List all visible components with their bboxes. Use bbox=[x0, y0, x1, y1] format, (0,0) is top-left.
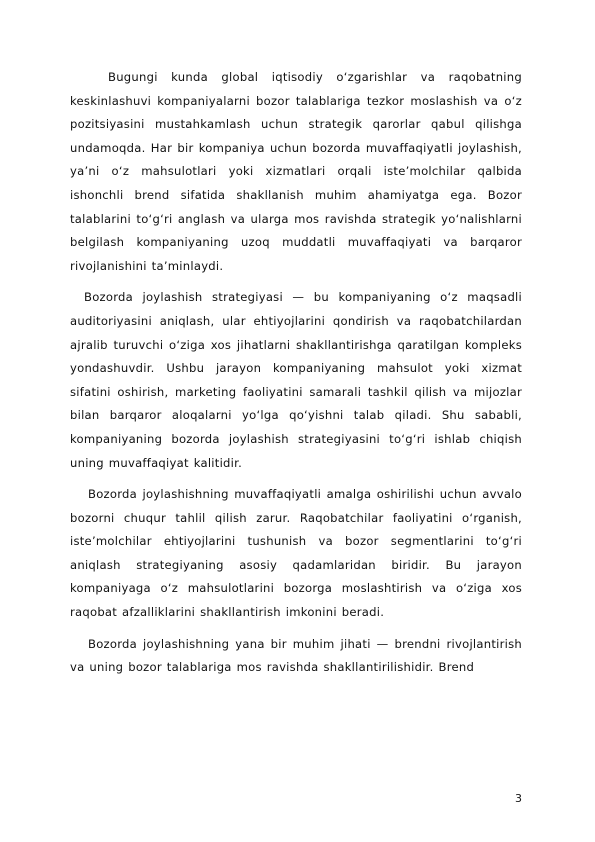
document-page bbox=[70, 66, 522, 680]
page-number: 3 bbox=[515, 792, 522, 805]
paragraph-strategy-definition: Bozorda joylashish strategiyasi — bu kompaniyaning o‘z maqsadli auditoriyasini aniqlash, ular ehtiyojlarini qondirish va raqobatchilardan ajralib turuvchi o‘ziga xos jihatlarni shakllantirishga qaratilgan kompleks yondashuvdir. Ushbu jarayon kompaniyaning mahsulot yoki xizmat sifatini oshirish, marketing faoliyatini samarali tashkil qilish va mijozlar bilan barqaror aloqalarni yo‘lga qo‘yishni talab qiladi. Shu sababli, kompaniyaning bozorda joylashish strategiyasini to‘g‘ri ishlab chiqish uning muvaffaqiyat kalitidir. bbox=[70, 290, 522, 470]
paragraph-brand-development: Bozorda joylashishning yana bir muhim jihati — brendni rivojlantirish va uning bozor talablariga mos ravishda shakllantirilishidir. Brend bbox=[70, 636, 522, 675]
paragraph-market-analysis: Bozorda joylashishning muvaffaqiyatli amalga oshirilishi uchun avvalo bozorni chuqur tahlil qilish zarur. Raqobatchilar faoliyatini o‘rganish, iste’molchilar ehtiyojlarini tushunish va bozor segmentlarini to‘g‘ri aniqlash strategiyaning asosiy qadamlaridan biridir. Bu jarayon kompaniyaga o‘z mahsulotlarini bozorga moslashtirish va o‘ziga xos raqobat afzalliklarini shakllantirish imkonini beradi. bbox=[70, 487, 522, 620]
paragraph-intro: Bugungi kunda global iqtisodiy o‘zgarishlar va raqobatning keskinlashuvi kompaniyalarni bozor talablariga tezkor moslashish va o‘z pozitsiyasini mustahkamlash uchun strategik qarorlar qabul qilishga undamoqda. Har bir kompaniya uchun bozorda muvaffaqiyatli joylashish, ya’ni o‘z mahsulotlari yoki xizmatlari orqali iste’molchilar qalbida ishonchli brend sifatida shakllanish muhim ahamiyatga ega. Bozor talablarini to‘g‘ri anglash va ularga mos ravishda strategik yo‘nalishlarni belgilash kompaniyaning uzoq muddatli muvaffaqiyati va barqaror rivojlanishini ta’minlaydi. bbox=[70, 70, 522, 273]
